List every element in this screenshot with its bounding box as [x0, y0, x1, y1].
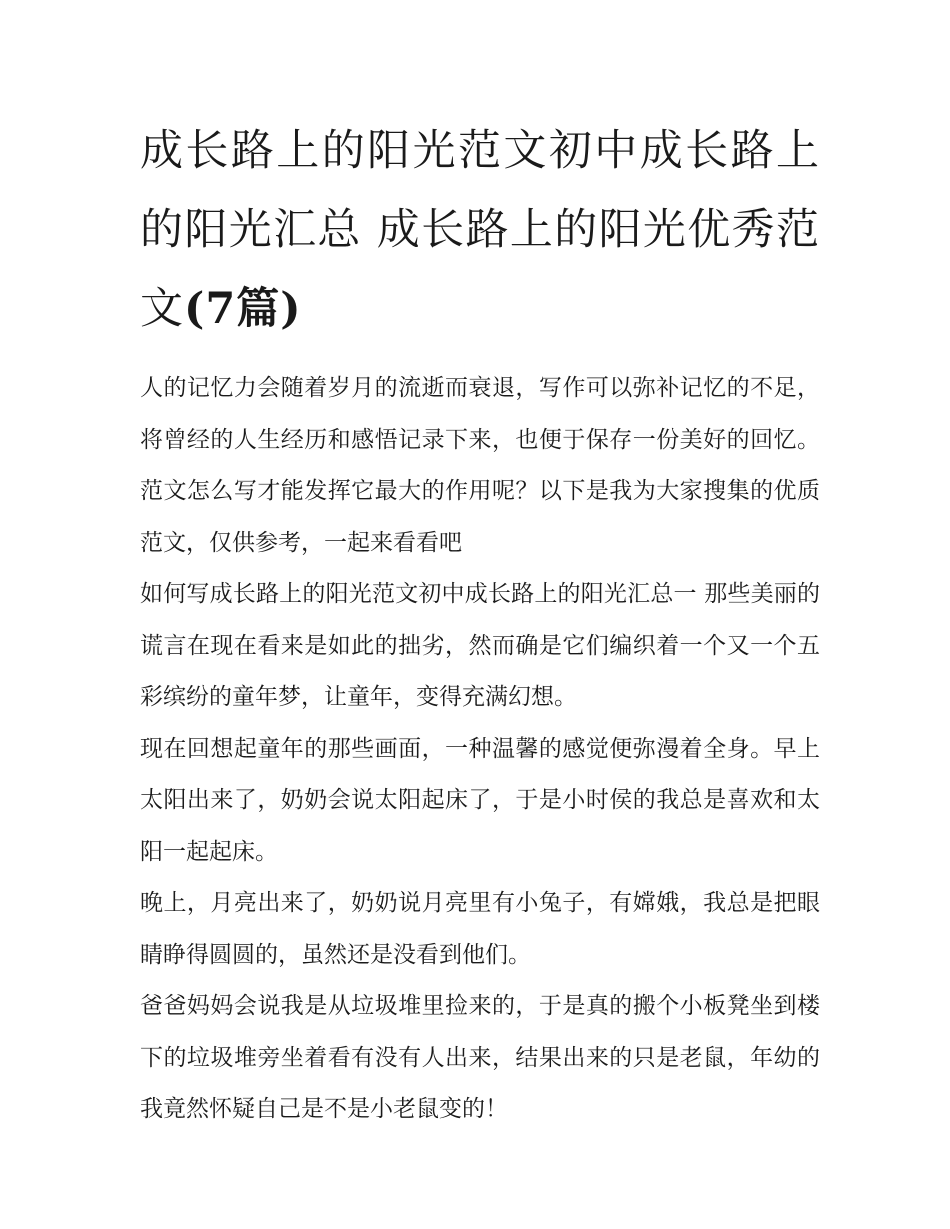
document-title [140, 112, 820, 349]
document-title-suffix: (7篇) [184, 284, 302, 334]
document-page [140, 112, 820, 1136]
paragraph-1: 如何写成长路上的阳光范文初中成长路上的阳光汇总一 那些美丽的谎言在现在看来是如此的拙劣，然而确是它们编织着一个又一个五彩缤纷的童年梦，让童年，变得充满幻想。 [140, 581, 820, 710]
paragraph-4: 爸爸妈妈会说我是从垃圾堆里捡来的，于是真的搬个小板凳坐到楼下的垃圾堆旁坐着看有没有人出来，结果出来的只是老鼠，年幼的我竟然怀疑自己是不是小老鼠变的！ [140, 993, 820, 1122]
paragraph-3: 晚上，月亮出来了，奶奶说月亮里有小兔子，有嫦娥，我总是把眼睛睁得圆圆的，虽然还是没看到他们。 [140, 890, 820, 968]
paragraph-intro: 人的记忆力会随着岁月的流逝而衰退，写作可以弥补记忆的不足，将曾经的人生经历和感悟记录下来，也便于保存一份美好的回忆。范文怎么写才能发挥它最大的作用呢？以下是我为大家搜集的优质范文，仅供参考，一起来看看吧 [140, 375, 820, 556]
document-body [140, 363, 820, 1136]
paragraph-2: 现在回想起童年的那些画面，一种温馨的感觉便弥漫着全身。早上太阳出来了，奶奶会说太阳起床了，于是小时侯的我总是喜欢和太阳一起起床。 [140, 735, 820, 865]
document-title-main: 成长路上的阳光范文初中成长路上的阳光汇总 成长路上的阳光优秀范文 [140, 126, 820, 334]
